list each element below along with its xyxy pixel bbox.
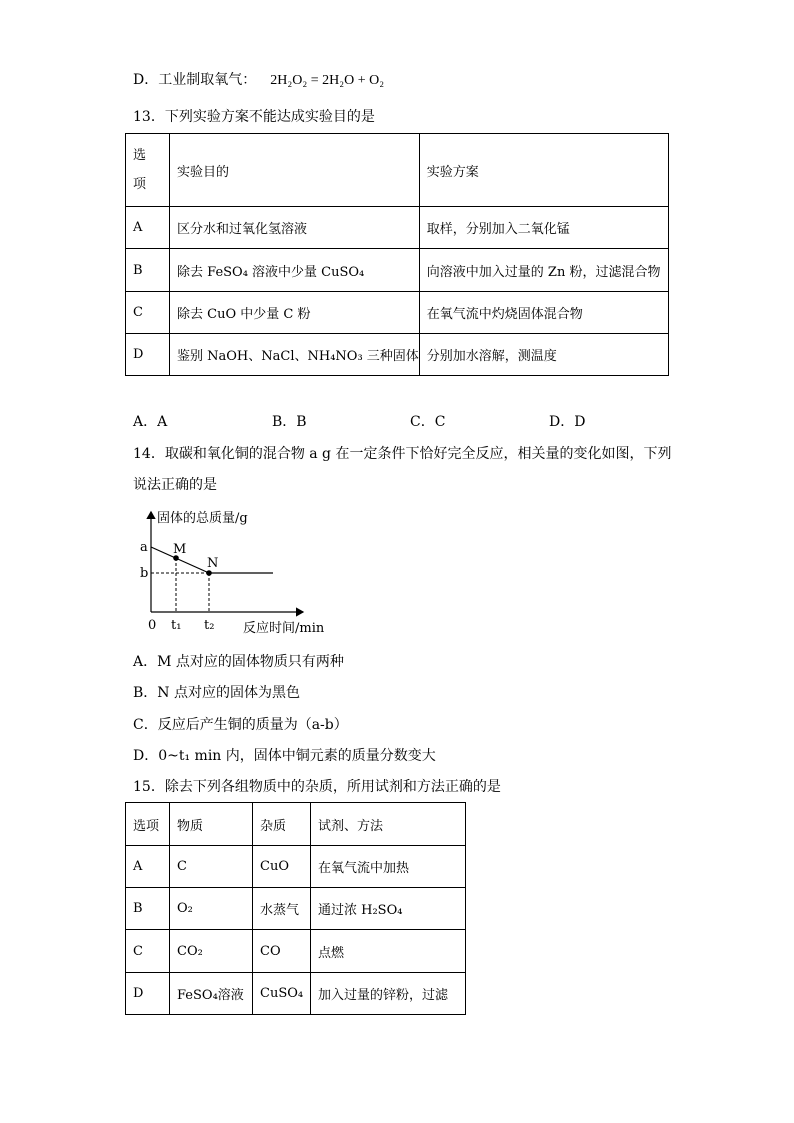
q13-cell-purpose: 除去 CuO 中少量 C 粉 <box>170 292 420 334</box>
n-label: N <box>207 556 219 571</box>
q14-option-b: B．N 点对应的固体为黑色 <box>133 685 300 701</box>
q15-header-impurity: 杂质 <box>253 803 311 846</box>
q14-stem-line1: 14．取碳和氧化铜的混合物 a g 在一定条件下恰好完全反应，相关量的变化如图，下列 <box>133 446 672 462</box>
q15-stem: 15．除去下列各组物质中的杂质，所用试剂和方法正确的是 <box>133 779 501 795</box>
q14-option-c: C．反应后产生铜的质量为（a-b） <box>133 717 348 733</box>
q13-header-purpose: 实验目的 <box>170 134 420 207</box>
q15-cell-option: B <box>126 888 170 930</box>
q14-stem-line2: 说法正确的是 <box>133 477 217 493</box>
table-row <box>126 846 466 888</box>
q15-cell-option: A <box>126 846 170 888</box>
q13-choice-b: B．B <box>272 414 307 430</box>
q13-cell-purpose: 鉴别 NaOH、NaCl、NH₄NO₃ 三种固体 <box>170 334 420 376</box>
q15-cell-impurity: CO <box>253 930 311 973</box>
q15-cell-method: 通过浓 H₂SO₄ <box>311 888 466 930</box>
q13-cell-plan: 分别加水溶解，测温度 <box>419 334 668 376</box>
q15-cell-substance: FeSO₄溶液 <box>170 973 253 1015</box>
q15-cell-substance: O₂ <box>170 888 253 930</box>
q13-header-option: 选 项 <box>126 134 170 207</box>
q15-table <box>125 802 466 1015</box>
a-label: a <box>140 540 148 555</box>
q14-option-a: A．M 点对应的固体物质只有两种 <box>133 654 344 670</box>
q13-cell-plan: 在氧气流中灼烧固体混合物 <box>419 292 668 334</box>
q13-choice-c: C．C <box>410 414 446 430</box>
q12-option-d-label: D．工业制取氧气： <box>133 72 257 88</box>
q15-cell-impurity: CuSO₄ <box>253 973 311 1015</box>
q15-cell-method: 点燃 <box>311 930 466 973</box>
q15-header-substance: 物质 <box>170 803 253 846</box>
q15-cell-method: 在氧气流中加热 <box>311 846 466 888</box>
q15-cell-option: D <box>126 973 170 1015</box>
q13-cell-plan: 向溶液中加入过量的 Zn 粉，过滤混合物 <box>419 249 668 292</box>
q12-option-d-formula: 2H₂O₂ = 2H₂O + O₂ <box>270 73 385 88</box>
x-axis-label: 反应时间/min <box>243 621 325 636</box>
t1-label: t₁ <box>171 618 182 633</box>
q14-option-d: D．0~t₁ min 内，固体中铜元素的质量分数变大 <box>133 748 436 764</box>
point-n <box>206 570 212 576</box>
q15-cell-substance: CO₂ <box>170 930 253 973</box>
q15-cell-impurity: CuO <box>253 846 311 888</box>
b-label: b <box>140 566 149 581</box>
q13-cell-option: D <box>126 334 170 376</box>
q15-cell-method: 加入过量的锌粉，过滤 <box>311 973 466 1015</box>
q13-choice-d: D．D <box>549 414 586 430</box>
q15-header-option: 选项 <box>126 803 170 846</box>
table-row <box>126 930 466 973</box>
q15-cell-substance: C <box>170 846 253 888</box>
t2-label: t₂ <box>204 618 215 633</box>
q15-cell-option: C <box>126 930 170 973</box>
q13-cell-purpose: 区分水和过氧化氢溶液 <box>170 207 420 249</box>
table-row <box>126 973 466 1015</box>
y-axis-label: 固体的总质量/g <box>157 511 248 526</box>
q13-cell-option: A <box>126 207 170 249</box>
q13-stem: 13．下列实验方案不能达成实验目的是 <box>133 109 375 125</box>
origin-label: 0 <box>148 618 157 633</box>
q13-cell-option: B <box>126 249 170 292</box>
q13-choice-a: A．A <box>133 414 168 430</box>
q13-cell-purpose: 除去 FeSO₄ 溶液中少量 CuSO₄ <box>170 249 420 292</box>
table-row <box>126 888 466 930</box>
q13-header-plan: 实验方案 <box>419 134 668 207</box>
q13-cell-option: C <box>126 292 170 334</box>
q15-cell-impurity: 水蒸气 <box>253 888 311 930</box>
table-row <box>126 803 466 846</box>
m-label: M <box>173 542 187 557</box>
q13-cell-plan: 取样，分别加入二氧化锰 <box>419 207 668 249</box>
q15-header-method: 试剂、方法 <box>311 803 466 846</box>
